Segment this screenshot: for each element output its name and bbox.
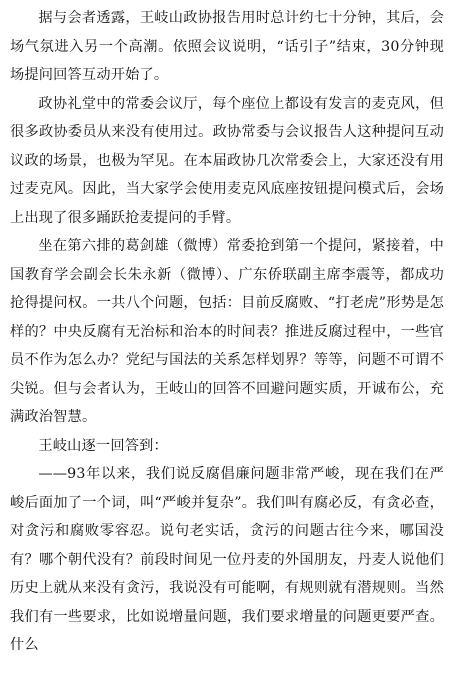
paragraph-reply-intro: 王岐山逐一回答到： bbox=[38, 437, 168, 454]
paragraph-microphones: 政协礼堂中的常委会议厅，每个座位上都设有发言的麦克风，但很多政协委员从来没有使用过。政协常委与会议报告人这种提问互动议政的场景，也极为罕见。在本届政协几次常委会上，大家还没有用过麦克风。因此，当大家学会使用麦克风底座按钮提问模式后，会场上出现了很多踊跃抢麦提问的手臂。 bbox=[10, 95, 444, 226]
paragraph-meeting-atmosphere: 据与会者透露，王岐山政协报告用时总计约七十分钟，其后，会场气氛进入另一个高潮。依照会议说明，“话引子”结束，30分钟现场提问回答互动开始了。 bbox=[10, 10, 444, 83]
paragraph-reply-content: ——93年以来，我们说反腐倡廉问题非常严峻，现在我们在严峻后面加了一个词，叫“严峻并复杂”。我们叫有腐必反，有贪必查，对贪污和腐败零容忍。说句老实话，贪污的问题古往今来，哪国没有？哪个朝代没有？前段时间见一位丹麦的外国朋友，丹麦人说他们历史上就从来没有贪污，我说没有可能啊，有规则就有潜规则。当然我们有一些要求，比如说增量问题，我们要求增量的问题更要严查。什么 bbox=[10, 466, 444, 653]
paragraph-questions: 坐在第六排的葛剑雄（微博）常委抢到第一个提问，紧接着，中国教育学会副会长朱永新（微博）、广东侨联副主席李震等，都成功抢得提问权。一共八个问题，包括：目前反腐败、“打老虎”形势是怎样的？中央反腐有无治标和治本的时间表？推进反腐过程中，一些官员不作为怎么办？党纪与国法的关系怎样划界？等等，问题不可谓不尖锐。但与会者认为，王岐山的回答不回避问题实质，开诚布公，充满政治智慧。 bbox=[10, 238, 444, 425]
